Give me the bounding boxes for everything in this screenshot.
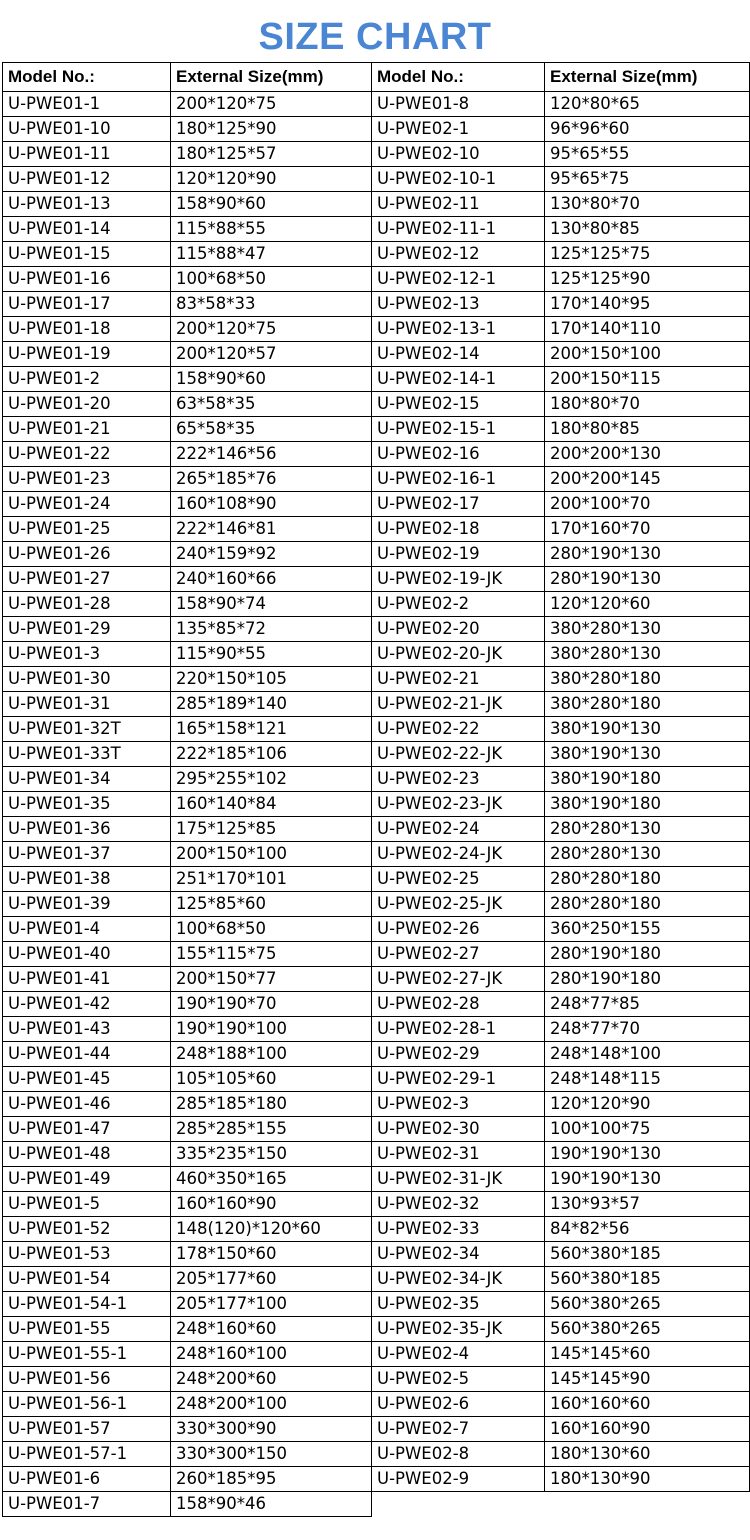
table-row: [3, 617, 750, 642]
external-size-cell: 95*65*75: [545, 167, 750, 192]
external-size-cell: 155*115*75: [171, 942, 372, 967]
external-size-cell: 560*380*265: [545, 1292, 750, 1317]
external-size-cell: 160*160*90: [171, 1192, 372, 1217]
model-number-cell: U-PWE01-27: [3, 567, 171, 592]
external-size-cell: 145*145*90: [545, 1367, 750, 1392]
external-size-cell: 160*160*60: [545, 1392, 750, 1417]
model-number-cell: U-PWE02-27: [372, 942, 545, 967]
external-size-cell: 330*300*90: [171, 1417, 372, 1442]
model-number-cell: U-PWE02-31-JK: [372, 1167, 545, 1192]
model-number-cell: U-PWE01-14: [3, 217, 171, 242]
model-number-cell: U-PWE01-21: [3, 417, 171, 442]
table-row: [3, 917, 750, 942]
table-row: [3, 1117, 750, 1142]
external-size-cell: 380*280*130: [545, 642, 750, 667]
model-number-cell: U-PWE02-10: [372, 142, 545, 167]
model-number-cell: U-PWE02-21-JK: [372, 692, 545, 717]
external-size-cell: 105*105*60: [171, 1067, 372, 1092]
table-row: [3, 1242, 750, 1267]
external-size-cell: 180*80*85: [545, 417, 750, 442]
model-number-cell: U-PWE02-1: [372, 117, 545, 142]
table-row: [3, 492, 750, 517]
model-number-cell: U-PWE01-22: [3, 442, 171, 467]
page-title: SIZE CHART: [258, 16, 492, 58]
model-number-cell: U-PWE02-9: [372, 1467, 545, 1492]
model-number-cell: U-PWE02-31: [372, 1142, 545, 1167]
external-size-cell: 285*285*155: [171, 1117, 372, 1142]
empty-cell: [372, 1492, 750, 1517]
external-size-cell: 115*90*55: [171, 642, 372, 667]
model-number-cell: U-PWE02-24: [372, 817, 545, 842]
model-number-cell: U-PWE02-19-JK: [372, 567, 545, 592]
external-size-cell: 180*130*90: [545, 1467, 750, 1492]
model-number-cell: U-PWE01-19: [3, 342, 171, 367]
model-number-cell: U-PWE02-12-1: [372, 267, 545, 292]
external-size-cell: 120*120*90: [545, 1092, 750, 1117]
table-row: [3, 517, 750, 542]
model-number-cell: U-PWE02-5: [372, 1367, 545, 1392]
external-size-cell: 160*108*90: [171, 492, 372, 517]
model-number-cell: U-PWE01-16: [3, 267, 171, 292]
external-size-cell: 120*120*60: [545, 592, 750, 617]
model-number-cell: U-PWE02-21: [372, 667, 545, 692]
model-number-cell: U-PWE02-8: [372, 1442, 545, 1467]
model-number-cell: U-PWE02-16-1: [372, 467, 545, 492]
model-number-cell: U-PWE02-12: [372, 242, 545, 267]
external-size-cell: 180*80*70: [545, 392, 750, 417]
model-number-cell: U-PWE02-29-1: [372, 1067, 545, 1092]
model-number-cell: U-PWE01-54-1: [3, 1292, 171, 1317]
external-size-cell: 180*130*60: [545, 1442, 750, 1467]
model-number-cell: U-PWE02-20-JK: [372, 642, 545, 667]
external-size-cell: 158*90*60: [171, 367, 372, 392]
table-row: [3, 1267, 750, 1292]
model-number-cell: U-PWE02-35-JK: [372, 1317, 545, 1342]
table-row: [3, 742, 750, 767]
external-size-cell: 135*85*72: [171, 617, 372, 642]
header-model-right: Model No.:: [372, 63, 545, 92]
table-row: [3, 967, 750, 992]
external-size-cell: 165*158*121: [171, 717, 372, 742]
model-number-cell: U-PWE02-2: [372, 592, 545, 617]
table-row: [3, 342, 750, 367]
table-row: [3, 792, 750, 817]
model-number-cell: U-PWE02-27-JK: [372, 967, 545, 992]
model-number-cell: U-PWE01-23: [3, 467, 171, 492]
external-size-cell: 222*146*81: [171, 517, 372, 542]
model-number-cell: U-PWE01-20: [3, 392, 171, 417]
external-size-cell: 96*96*60: [545, 117, 750, 142]
model-number-cell: U-PWE02-22: [372, 717, 545, 742]
external-size-cell: 295*255*102: [171, 767, 372, 792]
table-row: [3, 992, 750, 1017]
model-number-cell: U-PWE02-16: [372, 442, 545, 467]
table-row: [3, 1167, 750, 1192]
table-row: [3, 1467, 750, 1492]
external-size-cell: 380*190*130: [545, 742, 750, 767]
model-number-cell: U-PWE02-13-1: [372, 317, 545, 342]
external-size-cell: 200*150*115: [545, 367, 750, 392]
model-number-cell: U-PWE01-46: [3, 1092, 171, 1117]
external-size-cell: 200*150*77: [171, 967, 372, 992]
external-size-cell: 280*280*130: [545, 817, 750, 842]
table-row: [3, 1042, 750, 1067]
model-number-cell: U-PWE01-56-1: [3, 1392, 171, 1417]
table-row: [3, 942, 750, 967]
external-size-cell: 200*100*70: [545, 492, 750, 517]
external-size-cell: 190*190*130: [545, 1167, 750, 1192]
model-number-cell: U-PWE01-56: [3, 1367, 171, 1392]
table-row: [3, 567, 750, 592]
model-number-cell: U-PWE01-6: [3, 1467, 171, 1492]
external-size-cell: 63*58*35: [171, 392, 372, 417]
external-size-cell: 180*125*90: [171, 117, 372, 142]
external-size-cell: 205*177*60: [171, 1267, 372, 1292]
table-row: [3, 1442, 750, 1467]
model-number-cell: U-PWE01-15: [3, 242, 171, 267]
external-size-cell: 200*200*145: [545, 467, 750, 492]
external-size-cell: 205*177*100: [171, 1292, 372, 1317]
model-number-cell: U-PWE01-55: [3, 1317, 171, 1342]
external-size-cell: 380*190*130: [545, 717, 750, 742]
table-row: [3, 292, 750, 317]
model-number-cell: U-PWE02-11: [372, 192, 545, 217]
model-number-cell: U-PWE01-28: [3, 592, 171, 617]
external-size-cell: 130*80*70: [545, 192, 750, 217]
table-row: [3, 117, 750, 142]
model-number-cell: U-PWE02-22-JK: [372, 742, 545, 767]
external-size-cell: 160*140*84: [171, 792, 372, 817]
model-number-cell: U-PWE02-26: [372, 917, 545, 942]
model-number-cell: U-PWE02-7: [372, 1417, 545, 1442]
external-size-cell: 222*185*106: [171, 742, 372, 767]
external-size-cell: 280*280*180: [545, 892, 750, 917]
external-size-cell: 560*380*185: [545, 1242, 750, 1267]
model-number-cell: U-PWE01-10: [3, 117, 171, 142]
external-size-cell: 560*380*265: [545, 1317, 750, 1342]
model-number-cell: U-PWE01-43: [3, 1017, 171, 1042]
external-size-cell: 180*125*57: [171, 142, 372, 167]
model-number-cell: U-PWE01-34: [3, 767, 171, 792]
header-row: [3, 63, 750, 92]
model-number-cell: U-PWE02-15-1: [372, 417, 545, 442]
header-model-left: Model No.:: [3, 63, 171, 92]
table-row: [3, 1417, 750, 1442]
model-number-cell: U-PWE01-42: [3, 992, 171, 1017]
external-size-cell: 120*80*65: [545, 92, 750, 117]
external-size-cell: 190*190*100: [171, 1017, 372, 1042]
external-size-cell: 200*120*75: [171, 92, 372, 117]
external-size-cell: 248*160*60: [171, 1317, 372, 1342]
external-size-cell: 360*250*155: [545, 917, 750, 942]
external-size-cell: 158*90*46: [171, 1492, 372, 1517]
model-number-cell: U-PWE01-2: [3, 367, 171, 392]
model-number-cell: U-PWE01-18: [3, 317, 171, 342]
external-size-cell: 170*140*110: [545, 317, 750, 342]
external-size-cell: 335*235*150: [171, 1142, 372, 1167]
model-number-cell: U-PWE01-40: [3, 942, 171, 967]
model-number-cell: U-PWE01-52: [3, 1217, 171, 1242]
external-size-cell: 280*190*130: [545, 567, 750, 592]
table-row: [3, 317, 750, 342]
table-row: [3, 542, 750, 567]
model-number-cell: U-PWE02-6: [372, 1392, 545, 1417]
table-row: [3, 142, 750, 167]
model-number-cell: U-PWE02-10-1: [372, 167, 545, 192]
table-row: [3, 1017, 750, 1042]
model-number-cell: U-PWE01-47: [3, 1117, 171, 1142]
external-size-cell: 115*88*55: [171, 217, 372, 242]
model-number-cell: U-PWE01-39: [3, 892, 171, 917]
model-number-cell: U-PWE01-49: [3, 1167, 171, 1192]
external-size-cell: 175*125*85: [171, 817, 372, 842]
external-size-cell: 125*125*75: [545, 242, 750, 267]
table-row: [3, 892, 750, 917]
model-number-cell: U-PWE02-14: [372, 342, 545, 367]
external-size-cell: 248*200*60: [171, 1367, 372, 1392]
external-size-cell: 125*125*90: [545, 267, 750, 292]
model-number-cell: U-PWE01-32T: [3, 717, 171, 742]
table-row: [3, 592, 750, 617]
table-row: [3, 667, 750, 692]
model-number-cell: U-PWE02-25-JK: [372, 892, 545, 917]
external-size-cell: 158*90*74: [171, 592, 372, 617]
external-size-cell: 100*68*50: [171, 917, 372, 942]
external-size-cell: 200*150*100: [545, 342, 750, 367]
external-size-cell: 460*350*165: [171, 1167, 372, 1192]
table-row: [3, 417, 750, 442]
table-row: [3, 1492, 750, 1517]
table-row: [3, 642, 750, 667]
external-size-cell: 248*148*100: [545, 1042, 750, 1067]
external-size-cell: 285*189*140: [171, 692, 372, 717]
external-size-cell: 148(120)*120*60: [171, 1217, 372, 1242]
table-row: [3, 242, 750, 267]
model-number-cell: U-PWE02-30: [372, 1117, 545, 1142]
table-row: [3, 692, 750, 717]
model-number-cell: U-PWE01-57: [3, 1417, 171, 1442]
external-size-cell: 248*200*100: [171, 1392, 372, 1417]
model-number-cell: U-PWE02-15: [372, 392, 545, 417]
external-size-cell: 190*190*130: [545, 1142, 750, 1167]
external-size-cell: 280*280*130: [545, 842, 750, 867]
external-size-cell: 248*77*85: [545, 992, 750, 1017]
model-number-cell: U-PWE01-12: [3, 167, 171, 192]
model-number-cell: U-PWE01-26: [3, 542, 171, 567]
model-number-cell: U-PWE02-3: [372, 1092, 545, 1117]
table-row: [3, 1142, 750, 1167]
model-number-cell: U-PWE02-29: [372, 1042, 545, 1067]
external-size-cell: 560*380*185: [545, 1267, 750, 1292]
external-size-cell: 248*160*100: [171, 1342, 372, 1367]
model-number-cell: U-PWE02-11-1: [372, 217, 545, 242]
model-number-cell: U-PWE01-29: [3, 617, 171, 642]
model-number-cell: U-PWE01-11: [3, 142, 171, 167]
external-size-cell: 380*280*130: [545, 617, 750, 642]
external-size-cell: 115*88*47: [171, 242, 372, 267]
table-row: [3, 367, 750, 392]
model-number-cell: U-PWE01-5: [3, 1192, 171, 1217]
external-size-cell: 83*58*33: [171, 292, 372, 317]
model-number-cell: U-PWE01-41: [3, 967, 171, 992]
table-row: [3, 1342, 750, 1367]
model-number-cell: U-PWE01-30: [3, 667, 171, 692]
model-number-cell: U-PWE02-17: [372, 492, 545, 517]
model-number-cell: U-PWE02-25: [372, 867, 545, 892]
external-size-cell: 158*90*60: [171, 192, 372, 217]
table-row: [3, 1092, 750, 1117]
model-number-cell: U-PWE01-44: [3, 1042, 171, 1067]
external-size-cell: 200*120*75: [171, 317, 372, 342]
table-row: [3, 1217, 750, 1242]
external-size-cell: 280*190*130: [545, 542, 750, 567]
model-number-cell: U-PWE01-25: [3, 517, 171, 542]
model-number-cell: U-PWE01-57-1: [3, 1442, 171, 1467]
model-number-cell: U-PWE02-35: [372, 1292, 545, 1317]
model-number-cell: U-PWE02-33: [372, 1217, 545, 1242]
model-number-cell: U-PWE01-7: [3, 1492, 171, 1517]
external-size-cell: 120*120*90: [171, 167, 372, 192]
table-row: [3, 267, 750, 292]
external-size-cell: 380*190*180: [545, 792, 750, 817]
model-number-cell: U-PWE02-28: [372, 992, 545, 1017]
external-size-cell: 178*150*60: [171, 1242, 372, 1267]
table-row: [3, 467, 750, 492]
model-number-cell: U-PWE01-36: [3, 817, 171, 842]
model-number-cell: U-PWE02-24-JK: [372, 842, 545, 867]
model-number-cell: U-PWE02-23: [372, 767, 545, 792]
external-size-cell: 380*190*180: [545, 767, 750, 792]
model-number-cell: U-PWE01-45: [3, 1067, 171, 1092]
table-row: [3, 442, 750, 467]
model-number-cell: U-PWE01-31: [3, 692, 171, 717]
external-size-cell: 285*185*180: [171, 1092, 372, 1117]
model-number-cell: U-PWE01-1: [3, 92, 171, 117]
table-row: [3, 92, 750, 117]
external-size-cell: 200*120*57: [171, 342, 372, 367]
model-number-cell: U-PWE01-35: [3, 792, 171, 817]
external-size-cell: 160*160*90: [545, 1417, 750, 1442]
model-number-cell: U-PWE01-38: [3, 867, 171, 892]
external-size-cell: 84*82*56: [545, 1217, 750, 1242]
external-size-cell: 240*159*92: [171, 542, 372, 567]
model-number-cell: U-PWE02-4: [372, 1342, 545, 1367]
table-row: [3, 717, 750, 742]
external-size-cell: 248*188*100: [171, 1042, 372, 1067]
model-number-cell: U-PWE01-33T: [3, 742, 171, 767]
model-number-cell: U-PWE02-34-JK: [372, 1267, 545, 1292]
external-size-cell: 248*77*70: [545, 1017, 750, 1042]
external-size-cell: 248*148*115: [545, 1067, 750, 1092]
table-row: [3, 217, 750, 242]
external-size-cell: 190*190*70: [171, 992, 372, 1017]
external-size-cell: 100*68*50: [171, 267, 372, 292]
model-number-cell: U-PWE02-14-1: [372, 367, 545, 392]
table-row: [3, 1067, 750, 1092]
table-row: [3, 1392, 750, 1417]
model-number-cell: U-PWE01-13: [3, 192, 171, 217]
external-size-cell: 280*190*180: [545, 942, 750, 967]
table-row: [3, 1192, 750, 1217]
model-number-cell: U-PWE01-8: [372, 92, 545, 117]
size-chart-table: [2, 62, 750, 1517]
external-size-cell: 170*140*95: [545, 292, 750, 317]
model-number-cell: U-PWE01-55-1: [3, 1342, 171, 1367]
table-row: [3, 167, 750, 192]
external-size-cell: 330*300*150: [171, 1442, 372, 1467]
external-size-cell: 100*100*75: [545, 1117, 750, 1142]
model-number-cell: U-PWE02-23-JK: [372, 792, 545, 817]
table-row: [3, 392, 750, 417]
external-size-cell: 280*190*180: [545, 967, 750, 992]
external-size-cell: 130*80*85: [545, 217, 750, 242]
table-row: [3, 1317, 750, 1342]
external-size-cell: 200*150*100: [171, 842, 372, 867]
model-number-cell: U-PWE01-24: [3, 492, 171, 517]
table-row: [3, 842, 750, 867]
external-size-cell: 220*150*105: [171, 667, 372, 692]
model-number-cell: U-PWE02-20: [372, 617, 545, 642]
external-size-cell: 380*280*180: [545, 692, 750, 717]
table-body: [3, 92, 750, 1517]
table-row: [3, 867, 750, 892]
model-number-cell: U-PWE02-32: [372, 1192, 545, 1217]
header-size-left: External Size(mm): [171, 63, 372, 92]
model-number-cell: U-PWE02-28-1: [372, 1017, 545, 1042]
external-size-cell: 380*280*180: [545, 667, 750, 692]
table-row: [3, 192, 750, 217]
external-size-cell: 280*280*180: [545, 867, 750, 892]
model-number-cell: U-PWE01-17: [3, 292, 171, 317]
external-size-cell: 95*65*55: [545, 142, 750, 167]
external-size-cell: 222*146*56: [171, 442, 372, 467]
external-size-cell: 240*160*66: [171, 567, 372, 592]
model-number-cell: U-PWE01-53: [3, 1242, 171, 1267]
external-size-cell: 170*160*70: [545, 517, 750, 542]
model-number-cell: U-PWE02-13: [372, 292, 545, 317]
header-size-right: External Size(mm): [545, 63, 750, 92]
table-row: [3, 817, 750, 842]
model-number-cell: U-PWE01-4: [3, 917, 171, 942]
external-size-cell: 125*85*60: [171, 892, 372, 917]
external-size-cell: 251*170*101: [171, 867, 372, 892]
model-number-cell: U-PWE01-48: [3, 1142, 171, 1167]
model-number-cell: U-PWE01-37: [3, 842, 171, 867]
external-size-cell: 200*200*130: [545, 442, 750, 467]
model-number-cell: U-PWE02-18: [372, 517, 545, 542]
model-number-cell: U-PWE02-19: [372, 542, 545, 567]
external-size-cell: 65*58*35: [171, 417, 372, 442]
external-size-cell: 145*145*60: [545, 1342, 750, 1367]
external-size-cell: 130*93*57: [545, 1192, 750, 1217]
model-number-cell: U-PWE01-54: [3, 1267, 171, 1292]
table-row: [3, 767, 750, 792]
table-row: [3, 1292, 750, 1317]
model-number-cell: U-PWE01-3: [3, 642, 171, 667]
external-size-cell: 260*185*95: [171, 1467, 372, 1492]
table-row: [3, 1367, 750, 1392]
model-number-cell: U-PWE02-34: [372, 1242, 545, 1267]
external-size-cell: 265*185*76: [171, 467, 372, 492]
